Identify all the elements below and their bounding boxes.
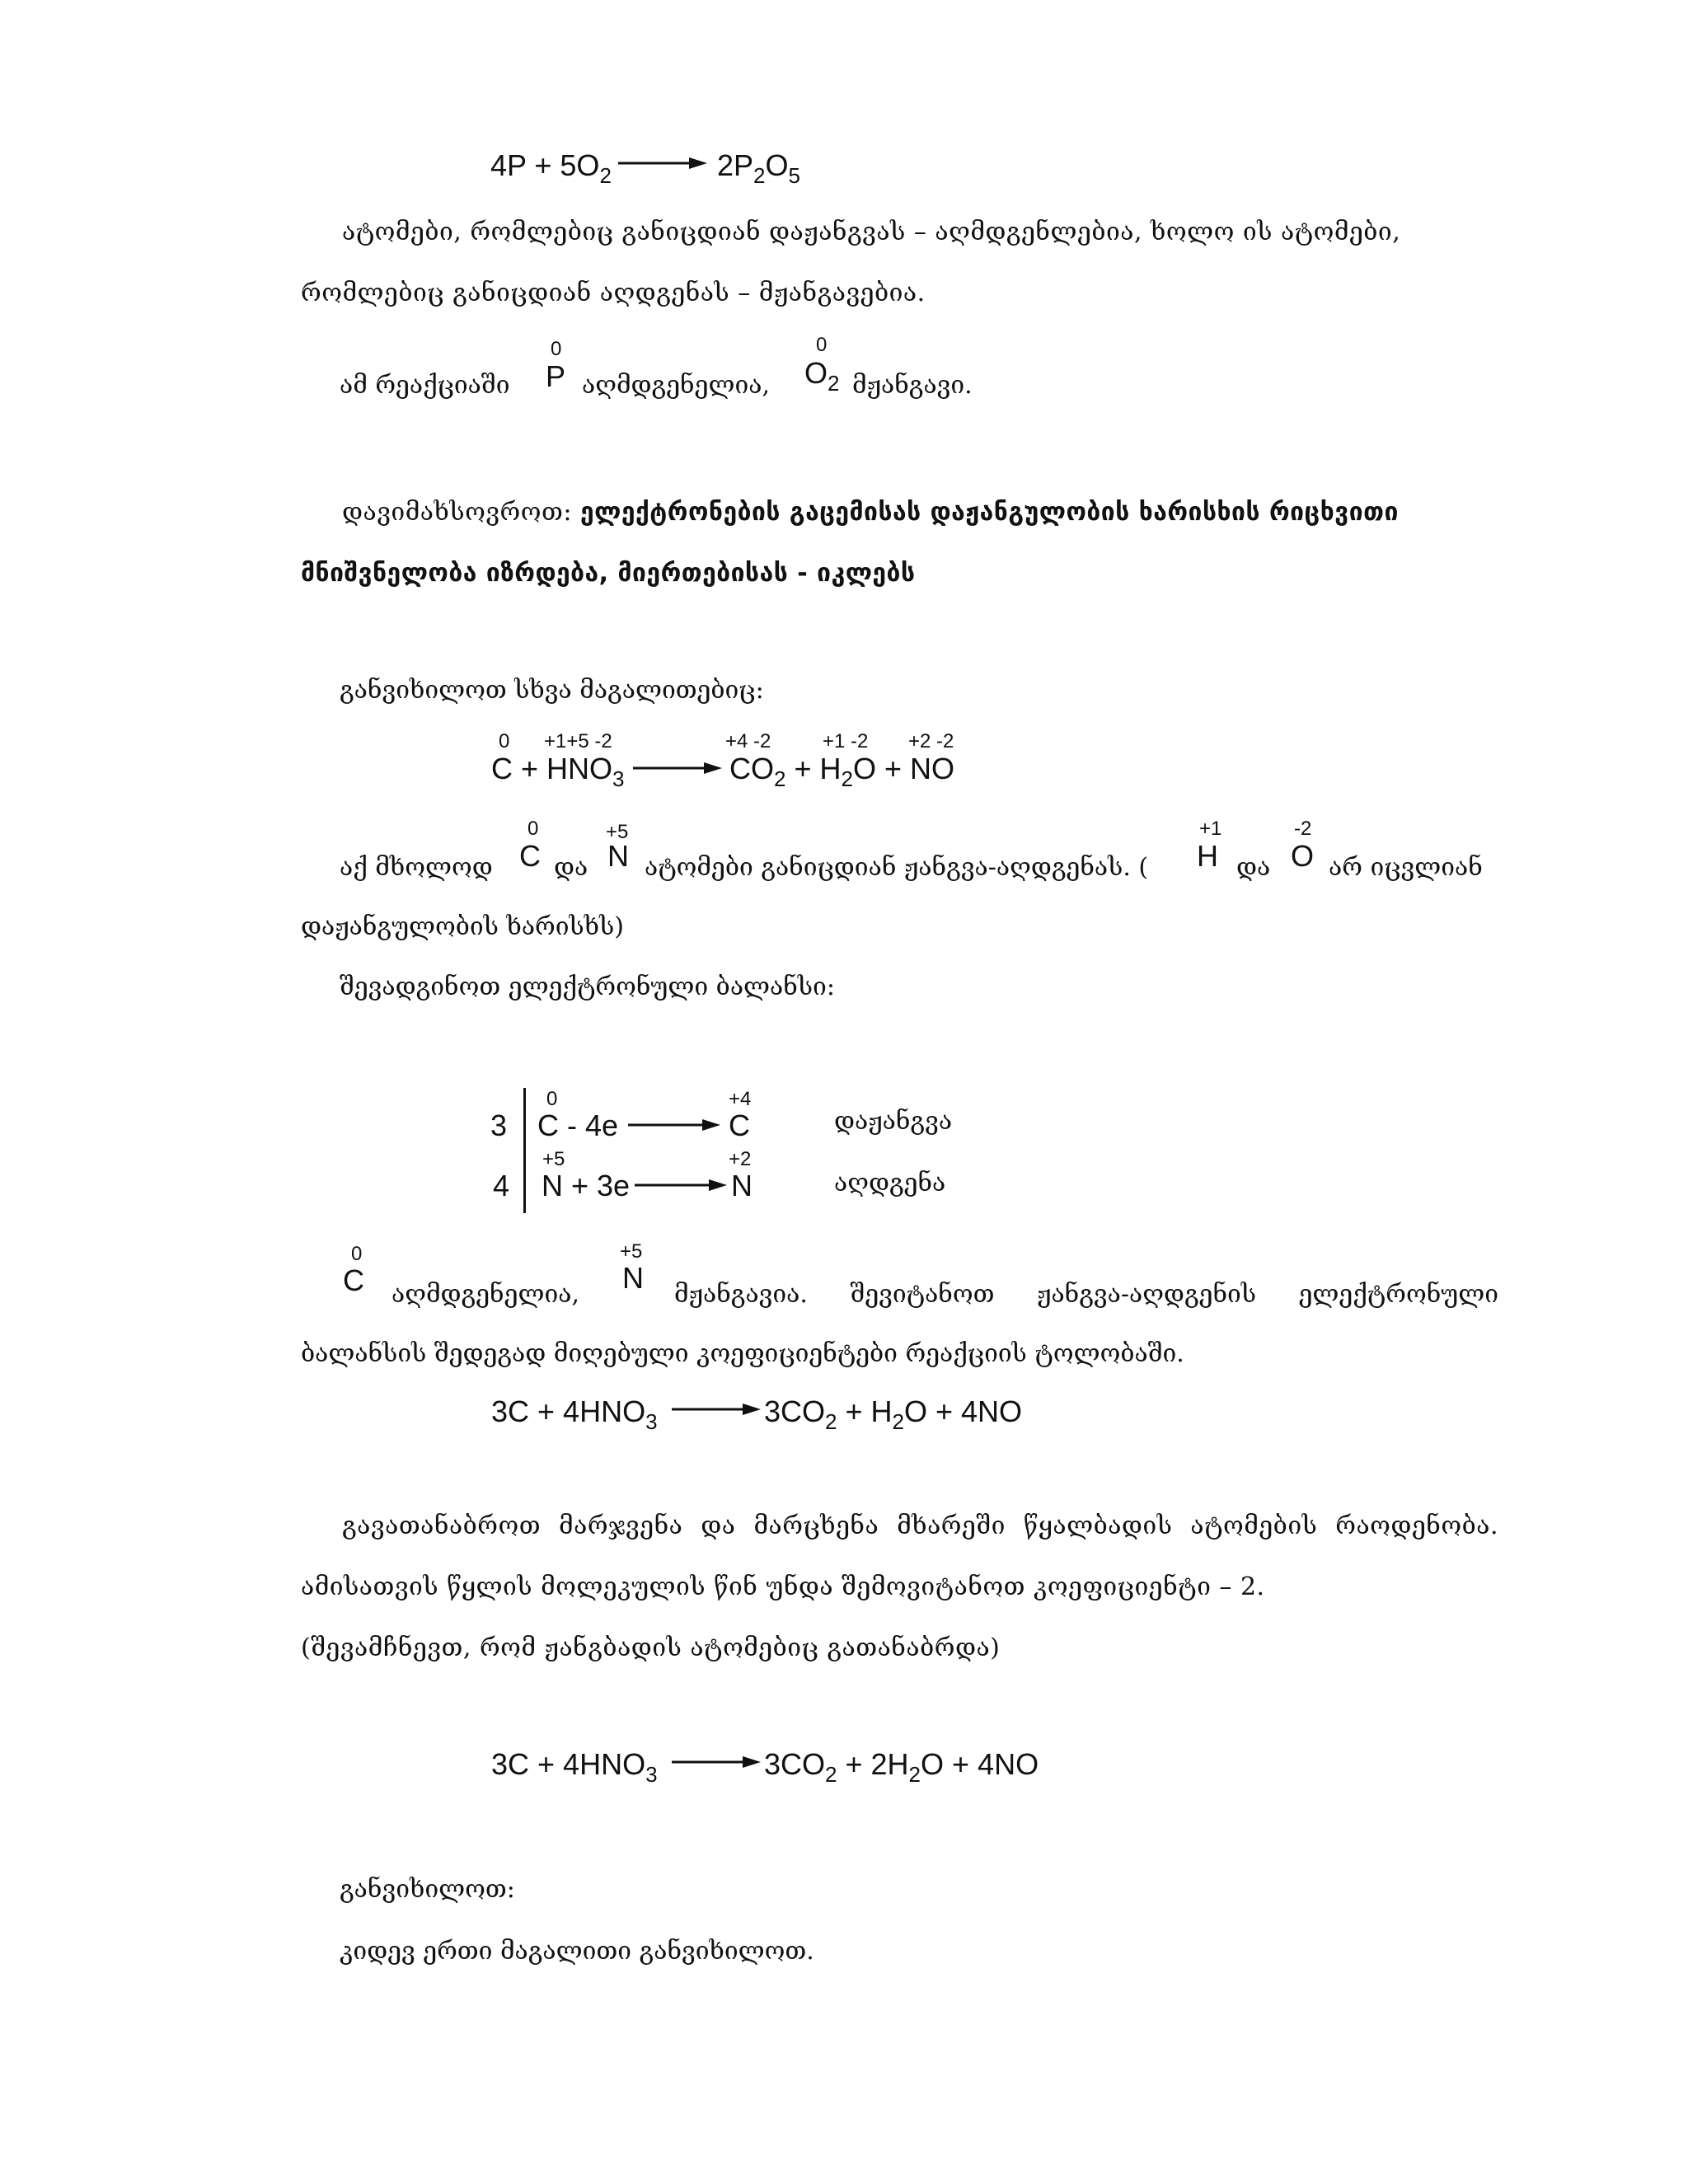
element-o2 (804, 356, 840, 396)
p6-ox-c: 0 (351, 1243, 363, 1265)
remember-bold-line2: მნიშვნელობა იზრდება, მიერთებისას - იკლებს (301, 559, 916, 588)
eq4-r1-sub: 2 (825, 1762, 837, 1787)
p4-post: არ იცვლიან (1329, 853, 1483, 882)
remember-label: დავიმახსოვროთ: (342, 498, 572, 527)
p7-line2: ამისათვის წყლის მოლეკულის წინ უნდა შემოვიტანოთ კოეფიციენტი – 2. (301, 1572, 1265, 1601)
p7-line3: (შევამჩნევთ, რომ ჟანგბადის ატომებიც გათანაბრდა) (301, 1633, 1001, 1662)
equation-3-reactants (491, 1394, 658, 1434)
arrow-icon (618, 155, 709, 171)
p4-mid: ატომები განიცდიან ჟანგვა-აღდგენას. ( (645, 853, 1149, 882)
p6-line2: ბალანსის შედეგად მიღებული კოეფიციენტები რეაქციის ტოლობაში. (301, 1339, 1184, 1368)
eq1-sub2: 5 (788, 163, 800, 188)
eq4-r3: O + 4NO (921, 1747, 1039, 1781)
balance-row1-coef: 3 (490, 1108, 508, 1142)
eq2-left: C + HNO (491, 752, 613, 785)
p1-line1: ატომები, რომლებიც განიცდიან დაჟანგვას – აღმდგენლებია, ხოლო ის ატომები, (342, 218, 1401, 246)
balance-row2-label: აღდგენა (834, 1169, 946, 1197)
p5-compose-balance: შევადგინოთ ელექტრონული ბალანსი: (340, 972, 835, 1001)
eq3-r2-sub: 2 (892, 1409, 904, 1434)
arrow-icon (635, 1177, 729, 1193)
eq4-r2-sub: 2 (908, 1762, 921, 1787)
p4-ox-n: +5 (606, 821, 629, 843)
eq1-mid: O (765, 148, 789, 182)
eq2-ox-c: 0 (499, 730, 510, 752)
eq2-ox-co2: +4 -2 (725, 730, 771, 752)
balance-row1-right: C (729, 1108, 750, 1142)
p6-element-n: N (622, 1261, 644, 1295)
equation-2-reactants (491, 752, 625, 791)
eq2-left-sub: 3 (612, 766, 625, 791)
paragraph-balance-hydrogen (301, 1496, 1498, 1679)
ox-state-p: 0 (551, 338, 562, 360)
p4-and2: და (1236, 853, 1271, 882)
arrow-icon (633, 760, 724, 776)
eq2-r3: O + NO (852, 752, 954, 785)
eq2-ox-h2o: +1 -2 (823, 730, 869, 752)
eq4-left-sub: 3 (645, 1762, 658, 1787)
element-p: P (546, 359, 566, 393)
balance-row1-ox-right: +4 (729, 1088, 752, 1110)
eq3-r3: O + 4NO (904, 1394, 1023, 1428)
balance-row2-right: N (731, 1169, 753, 1202)
eq3-r1: 3CO (764, 1394, 826, 1428)
eq2-r2-sub: 2 (841, 766, 853, 791)
p4-element-c: C (519, 839, 541, 873)
balance-row1-ox-left: 0 (546, 1088, 558, 1110)
eq3-left: 3C + 4HNO (491, 1394, 646, 1428)
p4-element-o: O (1291, 839, 1315, 873)
p6-mid1: აღმდგენელია, (392, 1280, 579, 1309)
eq2-ox-hno3: +1+5 -2 (544, 730, 612, 752)
p6-mid2: მჟანგავია. შევიტანოთ ჟანგვა-აღდგენის ელექტრონული (674, 1280, 1498, 1309)
p3-other-examples: განვიხილოთ სხვა მაგალითებიც: (340, 676, 764, 705)
eq3-left-sub: 3 (645, 1409, 658, 1434)
eq2-r2: + H (785, 752, 842, 785)
balance-row1-left: C - 4e (537, 1108, 619, 1142)
balance-row2-left: N + 3e (542, 1169, 631, 1202)
p6-ox-n: +5 (620, 1240, 643, 1263)
arrow-icon (628, 1117, 723, 1133)
eq4-r1: 3CO (764, 1747, 826, 1781)
eq1-left: 4P + 5O (490, 148, 600, 182)
balance-row2-ox-left: +5 (542, 1148, 565, 1170)
eq4-left: 3C + 4HNO (491, 1747, 646, 1781)
remember-bold-line1: ელექტრონების გაცემისას დაჟანგულობის ხარისხის რიცხვითი (580, 498, 1399, 527)
p4-line2: დაჟანგულობის ხარისხს) (301, 912, 625, 941)
p9-one-more-example: კიდევ ერთი მაგალითი განვიხილოთ. (340, 1937, 814, 1966)
paragraph-remember (301, 482, 1498, 604)
balance-row1-label: დაჟანგვა (834, 1107, 953, 1136)
eq3-r1-sub: 2 (825, 1409, 837, 1434)
eq1-right: 2P (717, 148, 754, 182)
p4-ox-o: -2 (1294, 818, 1312, 840)
p2-mid: აღმდგენელია, (582, 371, 770, 400)
equation-4-reactants (491, 1747, 658, 1787)
equation-2-products (729, 752, 954, 791)
equation-1-products (717, 148, 800, 188)
paragraph-oxidation-definition (301, 202, 1498, 324)
p7-line1: გავათანაბროთ მარჯვენა და მარცხენა მხარეში წყალბადის ატომების რაოდენობა. (342, 1511, 1498, 1540)
arrow-icon (672, 1754, 762, 1770)
p4-ox-c: 0 (528, 818, 539, 840)
eq2-ox-no: +2 -2 (908, 730, 954, 752)
ox-state-o2: 0 (816, 334, 828, 356)
o2-sub: 2 (828, 371, 840, 396)
p6-element-c: C (343, 1263, 364, 1297)
eq4-r2: + 2H (837, 1747, 909, 1781)
p4-element-h: H (1197, 839, 1218, 873)
p4-element-n: N (607, 839, 629, 873)
o2-symbol: O (804, 356, 828, 390)
eq2-r1-sub: 2 (774, 766, 786, 791)
eq2-r1: CO (729, 752, 774, 785)
equation-4-products (764, 1747, 1039, 1787)
p4-pre: აქ მხოლოდ (340, 853, 493, 882)
balance-divider (523, 1088, 526, 1213)
eq3-r2: + H (837, 1394, 893, 1428)
balance-row2-ox-right: +2 (729, 1148, 752, 1170)
arrow-icon (672, 1401, 762, 1418)
p1-line2: რომლებიც განიცდიან აღდგენას – მჟანგავებია. (301, 279, 926, 307)
eq1-sub1: 2 (753, 163, 766, 188)
p2-pre: ამ რეაქციაში (340, 371, 510, 400)
p2-post: მჟანგავი. (852, 371, 973, 400)
p4-ox-h: +1 (1199, 818, 1222, 840)
p8-consider: განვიხილოთ: (340, 1875, 515, 1904)
p4-and1: და (554, 853, 588, 882)
equation-1 (490, 148, 612, 188)
balance-row2-coef: 4 (493, 1169, 510, 1202)
eq1-left-sub: 2 (599, 163, 612, 188)
equation-3-products (764, 1394, 1023, 1434)
